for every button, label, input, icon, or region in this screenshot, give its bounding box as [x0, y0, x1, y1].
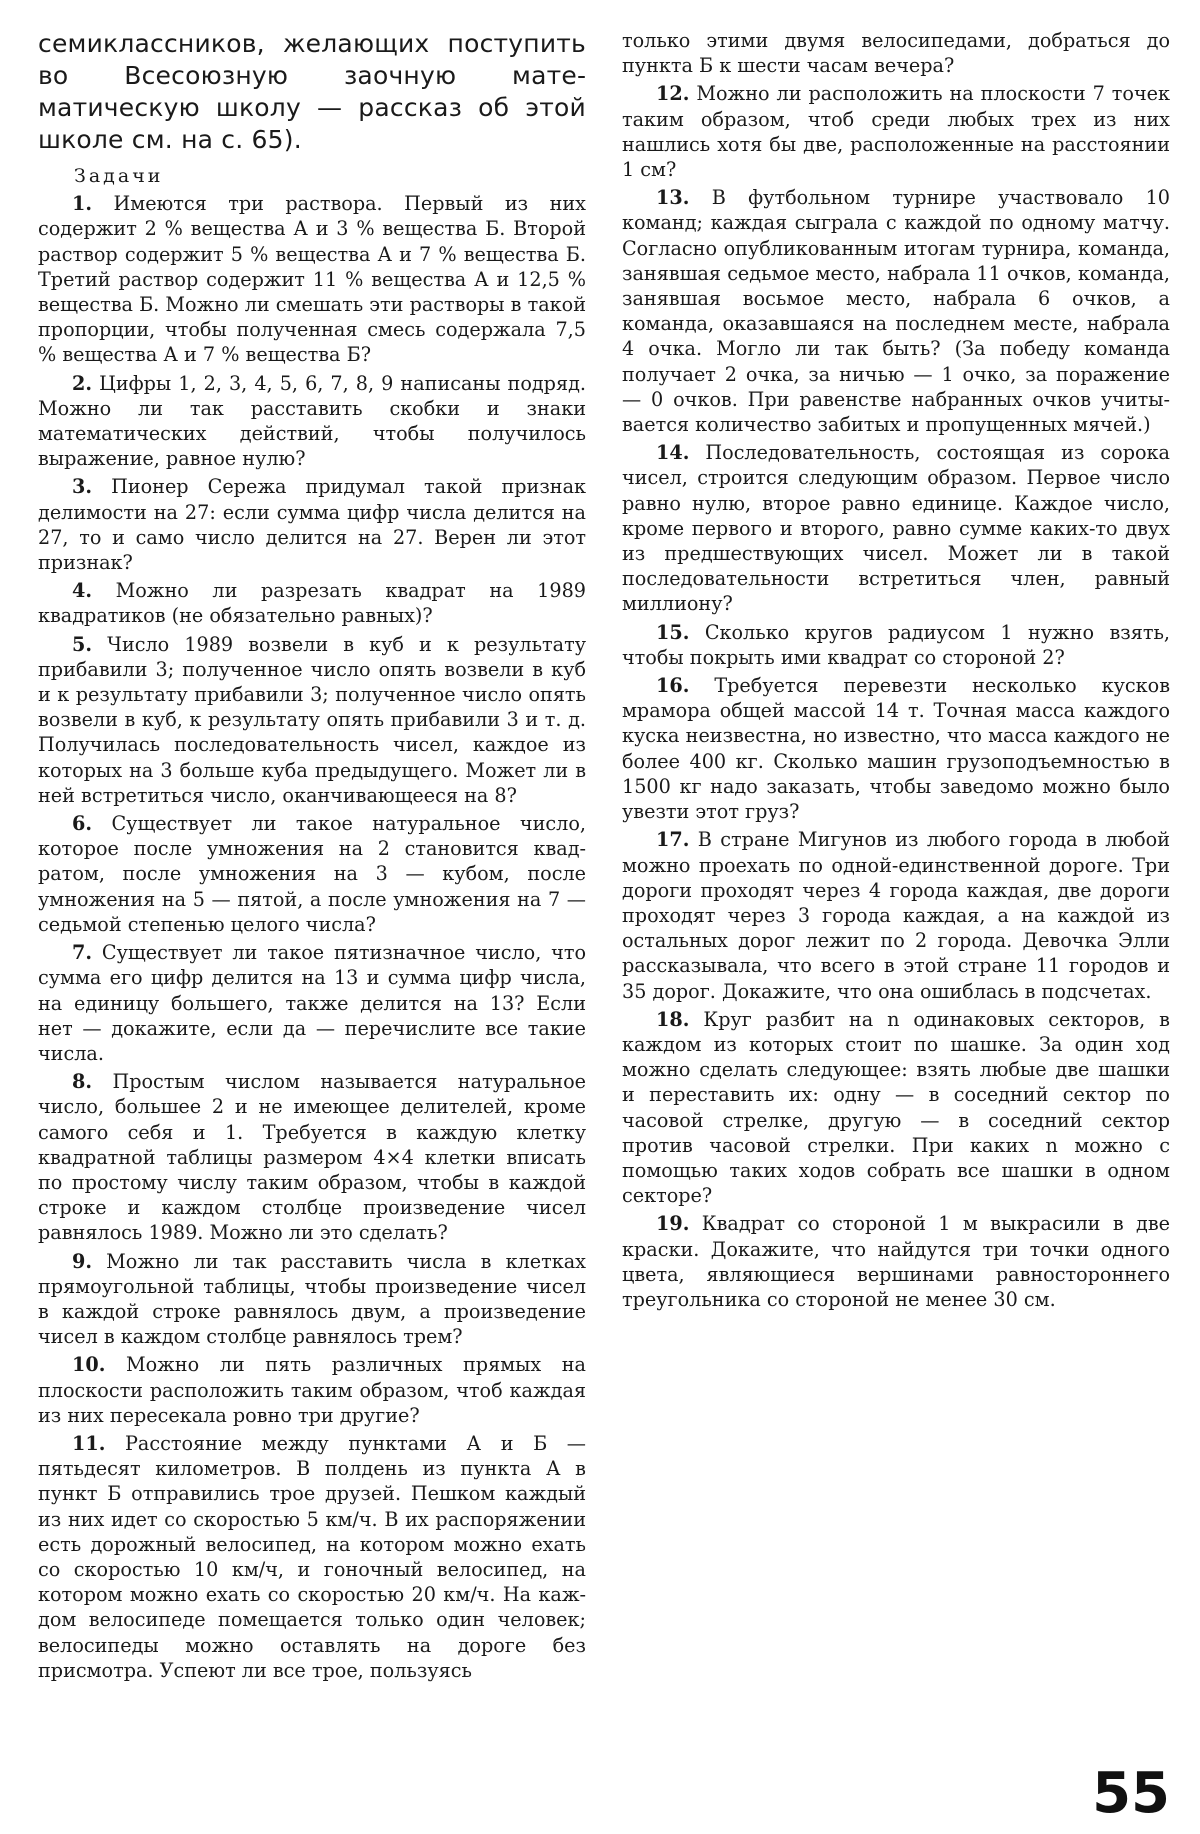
- problem-number: 5.: [72, 632, 93, 656]
- problem-1: [38, 191, 586, 367]
- left-column: [38, 28, 586, 1686]
- problem-text: Имеются три раствора. Первый из них содержит 2 % вещества А и 3 % вещества Б. Второй раствор содержит 5 % вещества А и 7 % вещества Б. Третий раствор содержит 11 % вещества А и 12,5 % вещества Б. Можно ли смешать эти растворы в такой пропорции, чтобы полученная смесь содержала 7,5 % вещества А и 7 % вещества Б?: [38, 192, 586, 367]
- problem-number: 15.: [656, 620, 690, 644]
- problem-11: [38, 1431, 586, 1683]
- problem-number: 12.: [656, 82, 690, 106]
- problem-text: Можно ли пять различных прямых на плоскости расположить таким образом, чтоб каждая из них пересекала ровно три другие?: [38, 1353, 586, 1427]
- problem-number: 10.: [72, 1353, 106, 1377]
- problem-number: 19.: [656, 1212, 690, 1236]
- problem-text: Существует ли такое пятизначное число, что сумма его цифр делится на 13 и сумма цифр числа, на единицу большего, также делится на 13? Если нет — докажите, если да — перечислите все такие числа.: [38, 941, 587, 1065]
- problem-18: [622, 1007, 1170, 1209]
- section-heading: Задачи: [74, 165, 164, 187]
- problem-number: 2.: [72, 371, 93, 395]
- problem-15: [622, 620, 1170, 670]
- problem-12: [622, 81, 1170, 182]
- problem-number: 7.: [72, 941, 93, 965]
- problem-text: В стране Мигунов из любого города в любой можно проехать по одной-единственной дороге. Три дороги проходят через 4 города каждая, две дороги проходят через 3 города каждая, а на каждой из остальных дорог лежит по 2 города. Девочка Элли рассказывала, что всего в этой стране 11 городов и 35 дорог. Докажите, что она ошиблась в подсчетах.: [622, 828, 1170, 1003]
- problem-text: Круг разбит на n одинаковых секторов, в каждом из которых стоит по шашке. За один ход можно сделать следующее: взять любые две шашки и переставить их: одну — в соседний сектор по часовой стрелке, другую — в соседний сектор против часовой стрелки. При каких n можно с помощью таких ходов собрать все шашки в одном секторе?: [622, 1007, 1170, 1208]
- intro-paragraph: семиклассников, желающих поступить во Всесоюзную заочную математическую школу — рассказ об этой школе см. на с. 65).: [38, 29, 586, 154]
- problem-text: Квадрат со стороной 1 м выкрасили в две краски. Докажите, что найдутся три точки одного цвета, являющиеся вершинами равностороннего треугольника со стороной не менее 30 см.: [622, 1212, 1170, 1311]
- problem-number: 1.: [72, 192, 93, 216]
- problem-19: [622, 1211, 1170, 1312]
- problem-16: [622, 673, 1170, 824]
- problem-number: 17.: [656, 828, 690, 852]
- problem-text: Простым числом называется натуральное число, большее 2 и не имеющее делителей, кроме самого себя и 1. Требуется в каждую клетку квадратной таблицы размером 4×4 клетки вписать по простому числу таким образом, чтобы в каждой строке и каждом столбце произведение чисел равнялось 1989. Можно ли это сделать?: [38, 1070, 586, 1245]
- problem-2: [38, 371, 586, 472]
- problem-number: 8.: [72, 1070, 93, 1094]
- problem-text: Можно ли расположить на плоскости 7 точек таким образом, чтоб среди любых трех из них нашлись хотя бы две, расположенные на расстоянии 1 см?: [622, 82, 1170, 182]
- problem-text: Цифры 1, 2, 3, 4, 5, 6, 7, 8, 9 написаны подряд. Можно ли так расставить скобки и знаки математических действий, чтобы получилось выражение, равное нулю?: [38, 371, 586, 471]
- problem-7: [38, 940, 586, 1066]
- problem-text: Можно ли так расставить числа в клетках прямоугольной таблицы, чтобы произведение чисел в каждой строке равнялось двум, а произведение чисел в каждом столбце равнялось трем?: [38, 1249, 586, 1349]
- problem-text: Существует ли такое натуральное число, которое после умножения на 2 становится квадратом, после умножения на 3 — кубом, после умножения на 5 — пятой, а после умножения на 7 — седьмой степенью целого числа?: [38, 812, 586, 936]
- problem-text: Число 1989 возвели в куб и к результату прибавили 3; полученное число опять возвели в куб и к результату прибавили 3; полученное число опять возвели в куб, к результату опять прибавили 3 и т. д. Получилась последовательность чисел, каждое из которых на 3 больше куба предыдущего. Может ли в ней встретиться число, оканчивающееся на 8?: [38, 632, 586, 807]
- problem-number: 3.: [72, 475, 93, 499]
- problem-number: 18.: [656, 1007, 690, 1031]
- problem-text: Требуется перевезти несколько кусков мрамора общей массой 14 т. Точная масса каждого куска неизвестна, но известно, что масса каждого не более 400 кг. Сколько машин грузоподъемностью в 1500 кг надо заказать, чтобы заведомо можно было увезти этот груз?: [622, 674, 1170, 824]
- problem-5: [38, 632, 586, 808]
- problem-10: [38, 1352, 586, 1428]
- problem-number: 4.: [72, 579, 93, 603]
- problem-number: 14.: [656, 441, 690, 465]
- problem-13: [622, 185, 1170, 437]
- problem-text: Последовательность, состоящая из сорока чисел, строится следующим образом. Первое число равно нулю, второе равно единице. Каждое число, кроме первого и второго, равно сумме каких-то двух из предшествующих чисел. Может ли в такой последовательности встретиться член, равный миллиону?: [622, 441, 1170, 616]
- page-number: 55: [1092, 1761, 1170, 1826]
- problem-text: Расстояние между пунктами А и Б — пятьдесят километров. В полдень из пункта А в пункт Б отправились трое друзей. Пешком каждый из них идет со скоростью 5 км/ч. В их распоряжении есть дорожный велосипед, на котором можно ехать со скоростью 10 км/ч, и гоночный велосипед, на котором можно ехать со скоростью 20 км/ч. На каждом велосипеде помещается только один человек; велосипеды можно оставлять на дороге без присмотра. Успеют ли все трое, пользуясь: [38, 1431, 586, 1682]
- problem-6: [38, 811, 586, 937]
- problem-14: [622, 440, 1170, 616]
- problem-text: Сколько кругов радиусом 1 нужно взять, чтобы покрыть ими квадрат со стороной 2?: [622, 620, 1170, 669]
- problem-text: В футбольном турнире участвовало 10 команд; каждая сыграла с каждой по одному матчу. Согласно опубликованным итогам турнира, команда, занявшая седьмое место, набрала 11 очков, команда, занявшая восьмое место, набрала 6 очков, а команда, оказавшаяся на последнем месте, набрала 4 очка. Могло ли так быть? (За победу команда получает 2 очка, за ничью — 1 очко, за поражение — 0 очков. При равенстве набранных очков учитывается количество забитых и пропущенных мячей.): [622, 186, 1170, 437]
- problem-11-continuation: только этими двумя велосипедами, добраться до пункта Б к шести часам вечера?: [622, 29, 1170, 78]
- problem-text: Пионер Сережа придумал такой признак делимости на 27: если сумма цифр числа делится на 27, то и само число делится на 27. Верен ли этот признак?: [38, 475, 587, 575]
- problem-9: [38, 1249, 586, 1350]
- problem-17: [622, 827, 1170, 1003]
- problem-number: 16.: [656, 674, 690, 698]
- problem-number: 11.: [72, 1431, 106, 1455]
- right-column: [622, 28, 1170, 1315]
- problem-number: 9.: [72, 1249, 93, 1273]
- problem-8: [38, 1069, 586, 1245]
- problem-number: 13.: [656, 186, 690, 210]
- problem-3: [38, 474, 586, 575]
- problem-text: Можно ли разрезать квадрат на 1989 квадратиков (не обязательно равных)?: [38, 579, 586, 628]
- problem-4: [38, 578, 586, 628]
- problem-number: 6.: [72, 812, 93, 836]
